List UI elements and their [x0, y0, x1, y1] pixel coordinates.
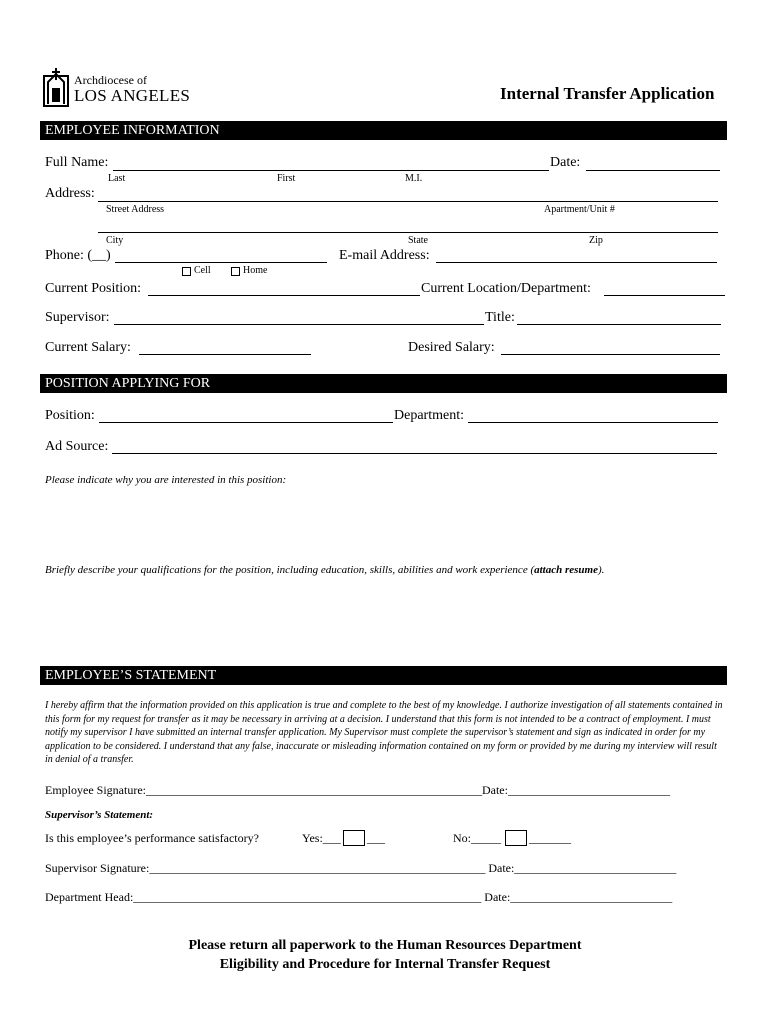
- cell-label: Cell: [194, 265, 211, 276]
- middle-initial-caption: M.I.: [405, 173, 423, 184]
- department-head-line[interactable]: Department Head:__________________________________________________________ Date:___________________________: [45, 890, 673, 904]
- phone-label: Phone: (__): [45, 248, 111, 263]
- department-field[interactable]: [468, 422, 718, 423]
- statement-text: I hereby affirm that the information provided on this application is true and complete to the best of my knowledge. I authorize investigation of all statements contained in this form for my request for transfer as it may be necessary in arriving at a decision. I understand that this form is not intended to be a contract of employment. I must notify my supervisor I have submitted an internal transfer application. My Supervisor must complete the supervisor’s statement and sign as indicated in order for my application to be considered. I understand that any false, inaccurate or misleading information contained on my form or provided by me during my interview will result in denial of a transfer.: [45, 700, 723, 765]
- current-location-field[interactable]: [604, 295, 725, 296]
- desired-salary-label: Desired Salary:: [408, 340, 495, 355]
- document-title: Internal Transfer Application: [500, 84, 715, 103]
- footer-procedure-title: Eligibility and Procedure for Internal Transfer Request: [219, 957, 551, 972]
- title-field[interactable]: [517, 324, 721, 325]
- current-position-field[interactable]: [148, 295, 420, 296]
- section-employee-statement: EMPLOYEE’S STATEMENT: [40, 666, 727, 685]
- supervisor-signature-line[interactable]: Supervisor Signature:________________________________________________________ Date:___________________________: [45, 861, 677, 875]
- email-field[interactable]: [436, 262, 717, 263]
- phone-field[interactable]: [115, 262, 327, 263]
- supervisor-field[interactable]: [114, 324, 484, 325]
- home-checkbox[interactable]: [231, 267, 240, 276]
- address-label: Address:: [45, 186, 95, 201]
- qualifications-prompt-text: Briefly describe your qualifications for the position, including education, skills, abilities and work experience (: [45, 564, 535, 576]
- performance-question: Is this employee’s performance satisfactory?: [45, 831, 259, 845]
- street-address-caption: Street Address: [106, 204, 165, 215]
- full-name-label: Full Name:: [45, 155, 109, 170]
- qualifications-prompt: [45, 564, 604, 576]
- date-field[interactable]: [586, 170, 720, 171]
- interest-prompt: Please indicate why you are interested in this position:: [45, 474, 287, 486]
- apartment-caption: Apartment/Unit #: [544, 204, 615, 215]
- no-label: No:_____: [453, 831, 501, 845]
- ad-source-field[interactable]: [112, 453, 717, 454]
- last-name-caption: Last: [108, 173, 126, 184]
- supervisor-statement-heading: Supervisor’s Statement:: [45, 809, 154, 821]
- department-label: Department:: [394, 408, 464, 423]
- qualifications-prompt-end: ).: [598, 564, 605, 576]
- full-name-field[interactable]: [113, 170, 549, 171]
- yes-checkbox[interactable]: [343, 830, 365, 846]
- current-salary-label: Current Salary:: [45, 340, 131, 355]
- no-checkbox[interactable]: [505, 830, 527, 846]
- home-label: Home: [243, 265, 268, 276]
- org-name-line2: LOS ANGELES: [74, 86, 191, 105]
- ad-source-label: Ad Source:: [45, 439, 109, 454]
- employee-signature-line[interactable]: Employee Signature:________________________________________________________Date:___________________________: [45, 783, 670, 797]
- desired-salary-field[interactable]: [501, 354, 720, 355]
- date-label: Date:: [550, 155, 581, 170]
- city-caption: City: [106, 235, 124, 246]
- current-location-label: Current Location/Department:: [421, 281, 591, 296]
- position-label: Position:: [45, 408, 95, 423]
- archdiocese-logo: [42, 66, 72, 108]
- current-salary-field[interactable]: [139, 354, 311, 355]
- position-field[interactable]: [99, 422, 393, 423]
- current-position-label: Current Position:: [45, 281, 142, 296]
- footer-return-instructions: Please return all paperwork to the Human Resources Department: [188, 938, 582, 953]
- state-caption: State: [408, 235, 428, 246]
- section-employee-information: EMPLOYEE INFORMATION: [40, 121, 727, 140]
- section-position-applying-for: POSITION APPLYING FOR: [40, 374, 727, 393]
- org-name-line1: Archdiocese of: [74, 73, 147, 87]
- interest-response-area[interactable]: [45, 490, 725, 550]
- qualifications-response-area[interactable]: [45, 580, 725, 660]
- cell-checkbox[interactable]: [182, 267, 191, 276]
- zip-caption: Zip: [589, 235, 603, 246]
- no-line-tail: _______: [529, 831, 571, 845]
- email-label: E-mail Address:: [339, 248, 430, 263]
- attach-resume-text: attach resume: [534, 564, 598, 576]
- title-label: Title:: [485, 310, 515, 325]
- city-state-zip-field[interactable]: [98, 232, 718, 233]
- supervisor-label: Supervisor:: [45, 310, 110, 325]
- first-name-caption: First: [277, 173, 296, 184]
- street-address-field[interactable]: [98, 201, 718, 202]
- yes-line-tail: ___: [367, 831, 385, 845]
- yes-label: Yes:___: [302, 831, 341, 845]
